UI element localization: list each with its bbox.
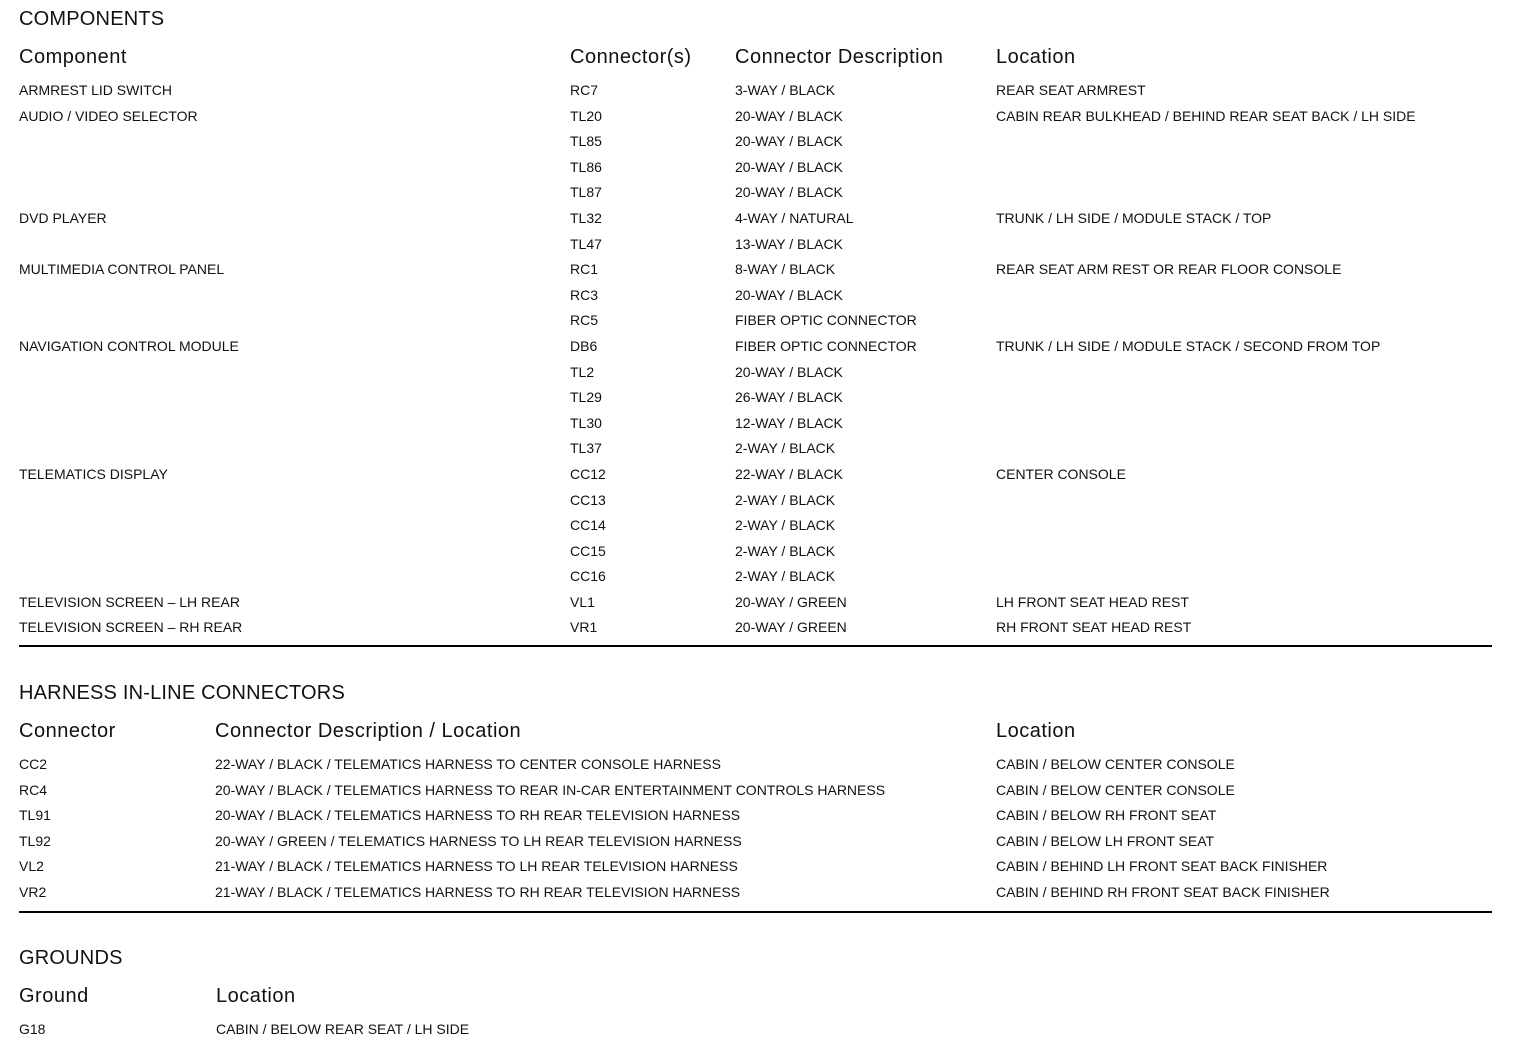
connector-description: 4-WAY / NATURAL — [735, 209, 854, 226]
harness-connector-description: 20-WAY / BLACK / TELEMATICS HARNESS TO REAR IN-CAR ENTERTAINMENT CONTROLS HARNESS — [215, 781, 886, 798]
connector-description: 2-WAY / BLACK — [735, 517, 836, 534]
connector-description: 2-WAY / BLACK — [735, 440, 836, 457]
harness-connector-column-header: Connector — [19, 720, 116, 742]
harness-table-body — [19, 756, 1492, 910]
connector-description: 20-WAY / BLACK — [735, 158, 843, 175]
connectors-column-header: Connector(s) — [570, 46, 692, 68]
connector-description: FIBER OPTIC CONNECTOR — [735, 337, 917, 354]
connector-description: 3-WAY / BLACK — [735, 82, 836, 98]
table-row — [19, 159, 1492, 185]
connector-description: 2-WAY / BLACK — [735, 491, 836, 508]
component-name: AUDIO / VIDEO SELECTOR — [19, 107, 198, 124]
connector-id: TL86 — [570, 158, 602, 175]
table-row — [19, 543, 1492, 569]
component-column-header: Component — [19, 46, 127, 68]
table-row — [19, 619, 1492, 645]
harness-connector-id: TL92 — [19, 832, 51, 849]
connector-description: 20-WAY / BLACK — [735, 107, 843, 124]
component-location: REAR SEAT ARM REST OR REAR FLOOR CONSOLE — [996, 261, 1342, 278]
harness-connector-description: 21-WAY / BLACK / TELEMATICS HARNESS TO RH REAR TELEVISION HARNESS — [215, 883, 741, 900]
harness-connector-location: CABIN / BELOW LH FRONT SEAT — [996, 832, 1215, 849]
ground-id: G18 — [19, 1021, 46, 1037]
ground-location: CABIN / BELOW REAR SEAT / LH SIDE — [216, 1021, 470, 1037]
table-row — [19, 594, 1492, 620]
harness-title: HARNESS IN-LINE CONNECTORS — [19, 682, 345, 704]
harness-connector-id: VL2 — [19, 858, 44, 875]
component-location: TRUNK / LH SIDE / MODULE STACK / TOP — [996, 209, 1272, 226]
table-row — [19, 782, 1492, 808]
connector-id: CC13 — [570, 491, 606, 508]
harness-location-column-header: Location — [996, 720, 1076, 742]
connector-id: RC5 — [570, 312, 599, 329]
ground-location-column-header: Location — [216, 985, 296, 1007]
connector-id: TL37 — [570, 440, 602, 457]
table-row — [19, 184, 1492, 210]
connector-description: 20-WAY / BLACK — [735, 363, 843, 380]
harness-connector-id: VR2 — [19, 883, 47, 900]
ground-column-header: Ground — [19, 985, 89, 1007]
component-name: TELEVISION SCREEN – RH REAR — [19, 619, 243, 636]
connector-description: 20-WAY / BLACK — [735, 286, 843, 303]
component-location: REAR SEAT ARMREST — [996, 82, 1146, 98]
component-name: TELEMATICS DISPLAY — [19, 465, 168, 482]
harness-connector-description: 20-WAY / GREEN / TELEMATICS HARNESS TO LH REAR TELEVISION HARNESS — [215, 832, 742, 849]
harness-connector-id: TL91 — [19, 807, 51, 824]
table-row — [19, 1021, 1492, 1047]
component-location: RH FRONT SEAT HEAD REST — [996, 619, 1192, 636]
harness-connector-location: CABIN / BEHIND LH FRONT SEAT BACK FINISHER — [996, 858, 1328, 875]
table-row — [19, 108, 1492, 134]
connector-description-column-header: Connector Description — [735, 46, 944, 68]
connector-id: CC14 — [570, 517, 606, 534]
table-row — [19, 82, 1492, 108]
table-row — [19, 415, 1492, 441]
table-row — [19, 807, 1492, 833]
harness-connector-description: 21-WAY / BLACK / TELEMATICS HARNESS TO LH REAR TELEVISION HARNESS — [215, 858, 738, 875]
harness-description-column-header: Connector Description / Location — [215, 720, 522, 742]
component-location: CENTER CONSOLE — [996, 465, 1126, 482]
table-row — [19, 364, 1492, 390]
table-row — [19, 884, 1492, 910]
table-row — [19, 858, 1492, 884]
table-row — [19, 287, 1492, 313]
table-row — [19, 312, 1492, 338]
connector-id: RC7 — [570, 82, 599, 98]
connector-description: 20-WAY / GREEN — [735, 619, 847, 636]
table-row — [19, 756, 1492, 782]
connector-description: 20-WAY / BLACK — [735, 133, 843, 150]
table-row — [19, 517, 1492, 543]
components-divider — [19, 645, 1492, 647]
table-row — [19, 133, 1492, 159]
connector-description: 2-WAY / BLACK — [735, 568, 836, 585]
connector-id: RC1 — [570, 261, 599, 278]
connector-id: CC16 — [570, 568, 606, 585]
component-location: LH FRONT SEAT HEAD REST — [996, 593, 1189, 610]
connector-description: 12-WAY / BLACK — [735, 414, 843, 431]
component-name: TELEVISION SCREEN – LH REAR — [19, 593, 240, 610]
table-row — [19, 440, 1492, 466]
table-row — [19, 338, 1492, 364]
table-row — [19, 389, 1492, 415]
component-location: CABIN REAR BULKHEAD / BEHIND REAR SEAT BACK / LH SIDE — [996, 107, 1416, 124]
harness-connector-id: CC2 — [19, 756, 48, 772]
component-name: MULTIMEDIA CONTROL PANEL — [19, 261, 225, 278]
connector-description: 22-WAY / BLACK — [735, 465, 843, 482]
connector-id: VL1 — [570, 593, 595, 610]
location-column-header: Location — [996, 46, 1076, 68]
connector-id: TL47 — [570, 235, 602, 252]
harness-divider — [19, 911, 1492, 913]
connector-id: DB6 — [570, 337, 598, 354]
table-row — [19, 833, 1492, 859]
table-row — [19, 492, 1492, 518]
connector-description: 20-WAY / GREEN — [735, 593, 847, 610]
harness-connector-location: CABIN / BELOW CENTER CONSOLE — [996, 781, 1235, 798]
connector-description: FIBER OPTIC CONNECTOR — [735, 312, 917, 329]
harness-connector-description: 22-WAY / BLACK / TELEMATICS HARNESS TO CENTER CONSOLE HARNESS — [215, 756, 721, 772]
connector-id: CC12 — [570, 465, 606, 482]
table-row — [19, 568, 1492, 594]
connector-id: TL85 — [570, 133, 602, 150]
harness-connector-description: 20-WAY / BLACK / TELEMATICS HARNESS TO RH REAR TELEVISION HARNESS — [215, 807, 741, 824]
connector-id: CC15 — [570, 542, 606, 559]
connector-id: TL2 — [570, 363, 595, 380]
connector-id: TL87 — [570, 184, 602, 201]
connector-description: 2-WAY / BLACK — [735, 542, 836, 559]
grounds-table-body — [19, 1021, 1492, 1047]
connector-description: 26-WAY / BLACK — [735, 389, 843, 406]
connector-id: TL29 — [570, 389, 602, 406]
harness-connector-id: RC4 — [19, 781, 48, 798]
connector-description: 8-WAY / BLACK — [735, 261, 836, 278]
component-name: ARMREST LID SWITCH — [19, 82, 172, 98]
connector-id: TL32 — [570, 209, 602, 226]
connector-id: TL30 — [570, 414, 602, 431]
connector-id: TL20 — [570, 107, 602, 124]
connector-description: 20-WAY / BLACK — [735, 184, 843, 201]
table-row — [19, 261, 1492, 287]
connector-id: RC3 — [570, 286, 599, 303]
table-row — [19, 210, 1492, 236]
table-row — [19, 466, 1492, 492]
connector-id: VR1 — [570, 619, 598, 636]
component-name: NAVIGATION CONTROL MODULE — [19, 337, 239, 354]
harness-connector-location: CABIN / BELOW CENTER CONSOLE — [996, 756, 1235, 772]
harness-connector-location: CABIN / BELOW RH FRONT SEAT — [996, 807, 1217, 824]
component-name: DVD PLAYER — [19, 209, 107, 226]
harness-connector-location: CABIN / BEHIND RH FRONT SEAT BACK FINISHER — [996, 883, 1330, 900]
component-location: TRUNK / LH SIDE / MODULE STACK / SECOND FROM TOP — [996, 337, 1381, 354]
components-table-body — [19, 82, 1492, 645]
grounds-title: GROUNDS — [19, 947, 123, 969]
connector-description: 13-WAY / BLACK — [735, 235, 843, 252]
table-row — [19, 236, 1492, 262]
components-title: COMPONENTS — [19, 8, 165, 30]
